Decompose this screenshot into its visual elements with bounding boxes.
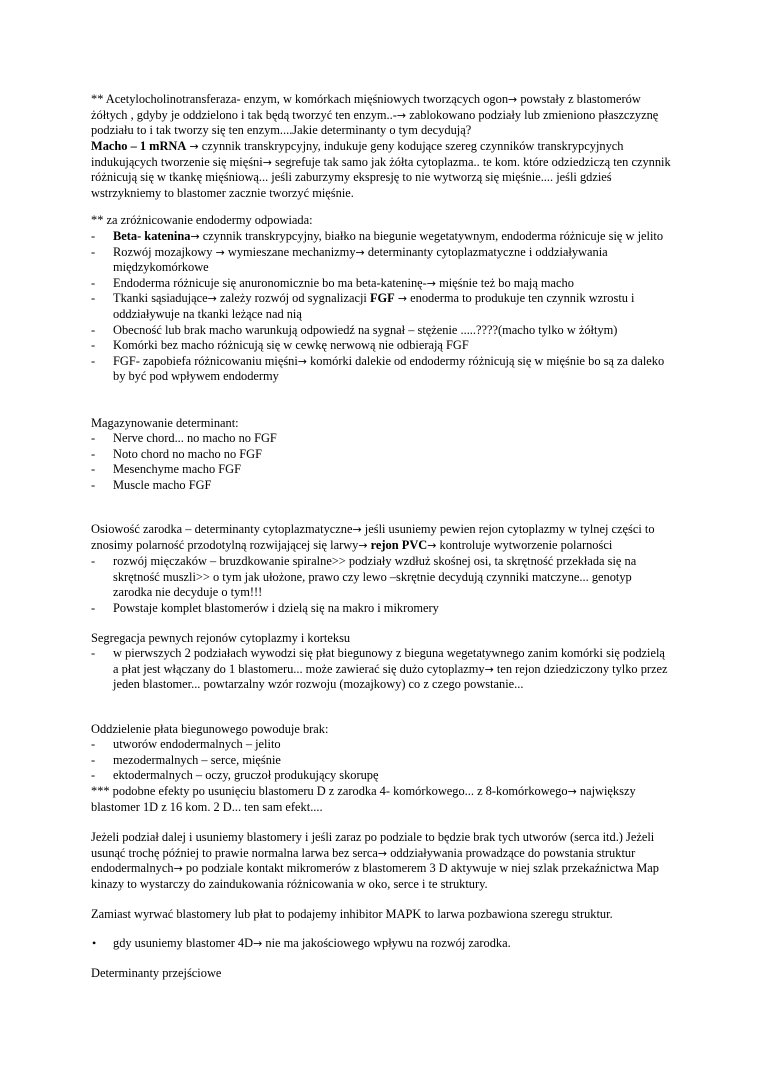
arrow-icon: → [358, 538, 368, 552]
heading-transitional-determinants: Determinanty przejściowe [91, 966, 222, 980]
arrow-icon: → [484, 662, 494, 676]
heading-determinant-storage: Magazynowanie determinant: [91, 416, 239, 430]
list-item: - FGF- zapobiefa różnicowaniu mięśni→ komórki dalekie od endodermy różnicują się w mięśnie bo są za daleko by być pod wpływem endodermy [91, 353, 665, 384]
list-item: • gdy usuniemy blastomer 4D→ nie ma jakościowego wpływu na rozwój zarodka. [92, 936, 511, 950]
list-item: - rozwój mięczaków – bruzdkowanie spiralne>> podziały wzdłuż skośnej osi, ta skrętność przekłada się na skrętność muszli>> o tym jak ułożone, prawo czy lewo –skrętnie decydują czynniki matczyne... genotyp zarodka nie decyduje o tym!!! [91, 554, 637, 600]
arrow-icon: → [297, 354, 307, 368]
list-item: - Obecność lub brak macho warunkują odpowiedź na sygnał – stężenie .....????(macho tylko w żółtym) [91, 322, 618, 337]
list-item: - Mesenchyme macho FGF [91, 462, 242, 477]
heading-segregation: Segregacja pewnych rejonów cytoplazmy i korteksu [91, 631, 351, 645]
arrow-icon: → [508, 93, 518, 106]
list-axis [91, 554, 671, 616]
arrow-icon: → [397, 292, 408, 306]
paragraph-mapk-inhibitor: Zamiast wyrwać blastomery lub płat to podajemy inhibitor MAPK to larwa pozbawiona szeregu struktur. [91, 907, 613, 921]
bullet-icon: • [92, 936, 97, 950]
arrow-icon: → [253, 937, 263, 950]
arrow-icon: → [189, 140, 199, 153]
arrow-icon: → [352, 523, 362, 536]
arrow-icon: → [355, 245, 365, 259]
list-polar-lobe-removal [91, 737, 671, 784]
list-item: - Noto chord no macho no FGF [91, 446, 263, 461]
arrow-icon: → [173, 862, 183, 876]
list-item: - w pierwszych 2 podziałach wywodzi się płat biegunowy z bieguna wegetatywnego zanim komórki się podzielą a płat jest włączany do 1 blastomeru... może zawierać się dużo cytoplazmy→ ten rejon dziedziczony tylko przez jeden blastomer... powtarzalny wzór rozwoju (mozajkowy) co z czego powstanie... [91, 646, 668, 692]
list-blastomere-4d [91, 936, 671, 952]
list-item: - utworów endodermalnych – jelito [91, 737, 281, 751]
list-item: - Powstaje komplet blastomerów i dzielą się na makro i mikromery [91, 600, 439, 615]
heading-polar-lobe-removal: Oddzielenie płata biegunowego powoduje brak: [91, 722, 329, 736]
arrow-icon: → [262, 155, 272, 169]
note-blastomere-d: *** podobne efekty po usunięciu blastomeru D z zarodka 4- komórkowego... z 8-komórkowego→ największy blastomer 1D z 16 kom. 2 D... ten sam efekt.... [91, 784, 636, 814]
list-segregation [91, 646, 671, 693]
list-item: - Komórki bez macho różnicują się w cewkę nerwową nie odbierają FGF [91, 338, 469, 353]
arrow-icon: → [427, 538, 437, 552]
list-endoderm [91, 229, 671, 385]
list-item: - Tkanki sąsiadujące→ zależy rozwój od sygnalizacji FGF → enoderma to produkuje ten czynnik wzrostu i oddziaływuje na tkanki leżące nad nią [91, 291, 635, 321]
paragraph-axis: Osiowość zarodka – determinanty cytoplazmatyczne→ jeśli usuniemy pewien rejon cytoplazmy w tylnej części to znosimy polarność przodotylną rozwijającej się larwy→ rejon PVC→ kontroluje wytworzenie polarności [91, 522, 655, 552]
arrow-icon: → [207, 292, 217, 306]
list-item: - ektodermalnych – oczy, gruczoł produkujący skorupę [91, 768, 379, 783]
list-item: - Muscle macho FGF [91, 477, 212, 492]
arrow-icon: → [567, 785, 577, 798]
arrow-icon: → [426, 276, 436, 290]
heading-endoderm: ** za zróżnicowanie endodermy odpowiada: [91, 213, 313, 227]
list-item: - mezodermalnych – serce, mięśnie [91, 752, 281, 767]
arrow-icon: → [190, 230, 200, 243]
paragraph-blastomere-removal: Jeżeli podział dalej i usuniemy blastomery i jeśli zaraz po podziale to będzie brak tych utworów (serca itd.) Jeżeli usunąć trochę później to prawie normalna larwa bez serca→ oddziaływania prowadzące do powstania struktur endodermalnych→ po podziale kontakt mikromerów z blastomerem 3 D aktywuje w niej szlak przekaźnictwa Map kinazy to wystarczy do zaindukowania różnicowania w oko, serce i te struktury. [91, 830, 659, 891]
paragraph-macho: Macho – 1 mRNA → czynnik transkrypcyjny, indukuje geny kodujące szereg czynników transkrypcyjnych indukujących tworzenie się mięśni→ segrefuje tak samo jak żółta cytoplazma.. te kom. które odziedziczą ten czynnik różnicują się w tkankę mięśniową... jeśli zaburzymy ekspresję to nie wytworzą się mięśnie.... jeśli gdzieś wstrzykniemy to blastomer zacznie tworzyć mięśnie. [91, 139, 671, 200]
arrow-icon: → [396, 108, 407, 122]
list-item: - Rozwój mozajkowy → wymieszane mechanizmy→ determinanty cytoplazmatyczne i oddziaływania międzykomórkowe [91, 244, 608, 275]
paragraph-acetylcholinotransferase: ** Acetylocholinotransferaza- enzym, w komórkach mięśniowych tworzących ogon→ powstały z blastomerów żółtych , gdyby je oddzielono i tak będą tworzyć ten enzym..-→ zablokowano podziały lub zmieniono płaszczyznę podziału to i tak tworzy się ten enzym....Jakie determinanty o tym decydują? [91, 92, 659, 138]
list-item: - Nerve chord... no macho no FGF [91, 431, 277, 445]
list-item: - Beta- katenina→ czynnik transkrypcyjny, białko na biegunie wegetatywnym, endoderma różnicuje się w jelito [91, 229, 664, 243]
arrow-icon: → [215, 245, 225, 259]
list-determinant-storage [91, 431, 671, 493]
list-item: - Endoderma różnicuje się anuronomicznie bo ma beta-kateninę-→ mięśnie też bo mają macho [91, 275, 574, 290]
arrow-icon: → [377, 846, 388, 860]
